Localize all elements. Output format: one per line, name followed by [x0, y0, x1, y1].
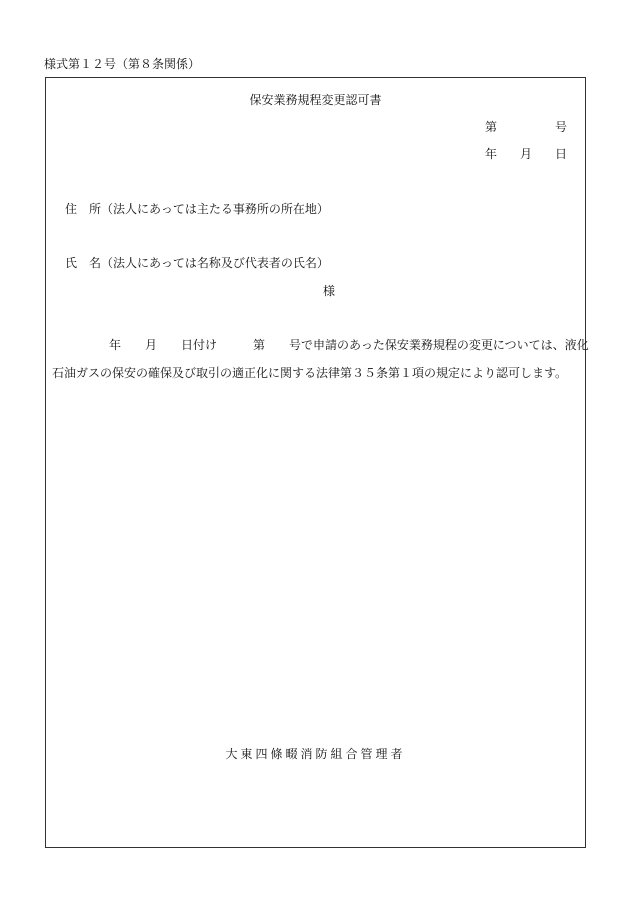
honorific-sama: 様 [323, 284, 336, 298]
certificate-frame [45, 77, 589, 848]
date-year-label: 年 [485, 147, 498, 161]
number-prefix: 第 [485, 120, 498, 134]
date-day-label: 日 [555, 147, 568, 161]
name-label: 氏 名（法人にあっては名称及び代表者の氏名） [65, 256, 329, 270]
address-label: 住 所（法人にあっては主たる事務所の所在地） [65, 202, 329, 216]
date-month-label: 月 [520, 147, 533, 161]
body-text-line-1: 年 月 日付け 第 号で申請のあった保安業務規程の変更については、液化 [109, 338, 589, 352]
number-suffix: 号 [555, 120, 568, 134]
document-title: 保安業務規程変更認可書 [249, 93, 382, 107]
issuer-name: 大東四條畷消防組合管理者 [225, 747, 406, 761]
form-number: 様式第１２号（第８条関係） [44, 57, 201, 71]
body-text-line-2: 石油ガスの保安の確保及び取引の適正化に関する法律第３５条第１項の規定により認可します。 [52, 366, 568, 380]
